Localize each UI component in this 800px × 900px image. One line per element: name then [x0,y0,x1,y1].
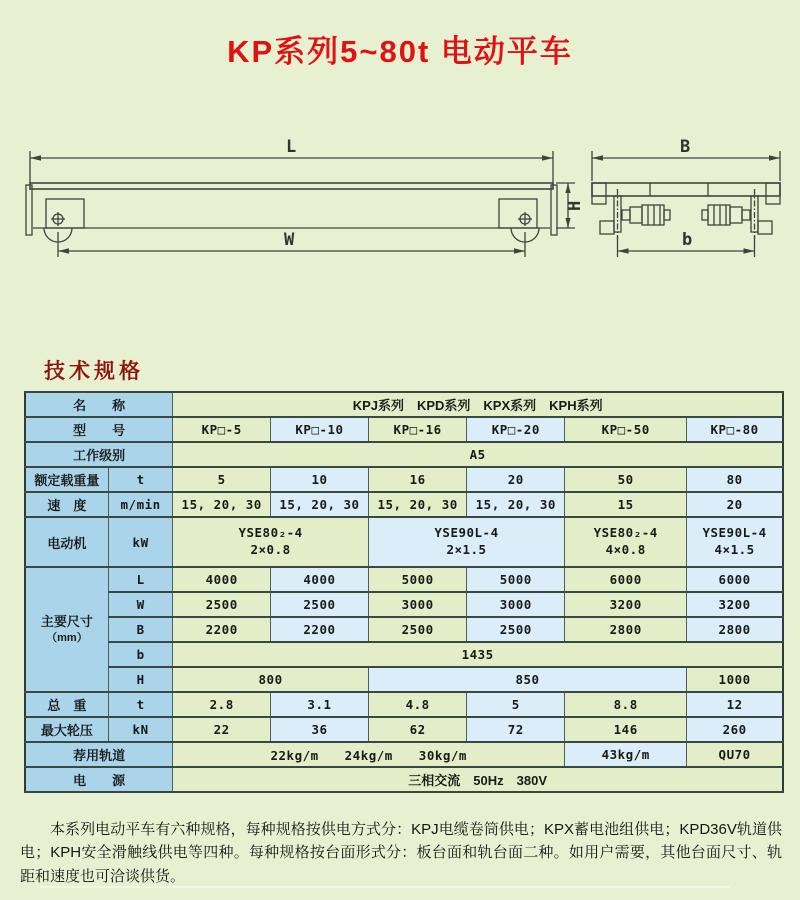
cell: KP□-10 [271,417,369,442]
unit-label: kN [108,717,172,742]
row-weight [25,692,783,717]
motor-model: YSE80₂-4 [593,525,658,541]
cell: 10 [271,467,369,492]
cell: QU70 [687,742,783,767]
row-label-dims [25,567,108,692]
row-wheel-load [25,717,783,742]
dim-label-B: B [680,137,691,157]
dim-label-b: b [682,230,693,250]
cell: 15, 20, 30 [271,492,369,517]
dims-label: 主要尺寸 [40,614,93,630]
cell: 1000 [687,667,783,692]
divider [40,886,730,888]
dim-label-W: W [284,230,295,250]
cell-rail: 22kg/m 24kg/m 30kg/m [173,742,565,767]
cell: 22 [173,717,271,742]
row-label: 型 号 [25,417,173,442]
row-duty [25,442,783,467]
unit-label: t [108,467,172,492]
cell: KP□-20 [467,417,565,442]
cell: KP□-50 [565,417,687,442]
cell: 20 [467,467,565,492]
row-motor [25,517,783,567]
cell: 6000 [565,567,687,592]
row-dim-B [25,617,783,642]
cell: 15, 20, 30 [173,492,271,517]
cell: 2200 [271,617,369,642]
cell: 2800 [565,617,687,642]
unit-label: H [108,667,172,692]
unit-label: m/min [108,492,172,517]
cell: 16 [368,467,467,492]
unit-label: b [108,642,172,667]
motor-model: YSE90L-4 [434,525,499,541]
row-dim-L [25,567,783,592]
cell: 3000 [467,592,565,617]
cell: 2500 [173,592,271,617]
cell-gauge: 1435 [173,642,783,667]
row-label: 额定载重量 [25,467,108,492]
cell: 50 [565,467,687,492]
motor-power: 4×0.8 [605,542,646,557]
cell: 15, 20, 30 [368,492,467,517]
cell-duty: A5 [173,442,783,467]
row-label: 速 度 [25,492,108,517]
cell-motor [173,517,369,567]
cell: 4.8 [368,692,467,717]
cell-series: KPJ系列 KPD系列 KPX系列 KPH系列 [173,392,783,417]
cell: 62 [368,717,467,742]
unit-label: kW [108,517,172,567]
cell: 43kg/m [565,742,687,767]
motor-power: 4×1.5 [714,542,755,557]
spec-table [24,391,784,793]
unit-label: t [108,692,172,717]
cell: 5000 [467,567,565,592]
row-dim-b [25,642,783,667]
cell-power: 三相交流 50Hz 380V [173,767,783,792]
cell: 5000 [368,567,467,592]
cell-motor [687,517,783,567]
motor-model: YSE80₂-4 [238,525,303,541]
cell: 3200 [687,592,783,617]
dims-unit: （mm） [46,631,88,644]
cell: KP□-5 [173,417,271,442]
row-capacity [25,467,783,492]
cell-motor [565,517,687,567]
row-label: 电动机 [25,517,108,567]
page-title: KP系列5~80t 电动平车 [227,34,573,69]
cell: KP□-80 [687,417,783,442]
cell: 12 [687,692,783,717]
row-label: 工作级别 [25,442,173,467]
motor-power: 2×1.5 [446,542,487,557]
row-dim-W [25,592,783,617]
cell: 2500 [271,592,369,617]
cell: 850 [368,667,686,692]
cell: 2.8 [173,692,271,717]
cell: 2800 [687,617,783,642]
cell: 2500 [467,617,565,642]
cell: 5 [467,692,565,717]
row-label: 名 称 [25,392,173,417]
cell: 3.1 [271,692,369,717]
cell: 3200 [565,592,687,617]
cell: 36 [271,717,369,742]
technical-drawings [0,133,800,273]
row-label: 电 源 [25,767,173,792]
cell: 15 [565,492,687,517]
side-view-drawing [26,137,585,257]
row-label: 总 重 [25,692,108,717]
unit-label: L [108,567,172,592]
motor-power: 2×0.8 [250,542,291,557]
row-power [25,767,783,792]
cell: 4000 [271,567,369,592]
row-label: 最大轮压 [25,717,108,742]
cell: 15, 20, 30 [467,492,565,517]
end-view-drawing [592,137,780,257]
row-dim-H [25,667,783,692]
cell: 80 [687,467,783,492]
cell: 6000 [687,567,783,592]
unit-label: B [108,617,172,642]
cell-motor [368,517,564,567]
cell: 5 [173,467,271,492]
dim-label-H: H [565,200,585,211]
row-label: 荐用轨道 [25,742,173,767]
description-paragraph: 本系列电动平车有六种规格，每种规格按供电方式分：KPJ电缆卷筒供电；KPX蓄电池组供电；KPD36V轨道供电；KPH安全滑触线供电等四种。每种规格按台面形式分：板台面和轨台面二种。如用户需要，其他台面尺寸、轨距和速度也可洽谈供货。 [20,821,782,885]
cell: 20 [687,492,783,517]
row-rail [25,742,783,767]
cell: 800 [173,667,369,692]
unit-label: W [108,592,172,617]
cell: 260 [687,717,783,742]
row-model [25,417,783,442]
cell: 146 [565,717,687,742]
row-name [25,392,783,417]
cell: KP□-16 [368,417,467,442]
cell: 72 [467,717,565,742]
motor-model: YSE90L-4 [702,525,767,541]
cell: 4000 [173,567,271,592]
cell: 2200 [173,617,271,642]
dim-label-L: L [286,137,297,157]
row-speed [25,492,783,517]
cell: 3000 [368,592,467,617]
cell: 2500 [368,617,467,642]
cell: 8.8 [565,692,687,717]
section-heading: 技术规格 [44,360,144,383]
